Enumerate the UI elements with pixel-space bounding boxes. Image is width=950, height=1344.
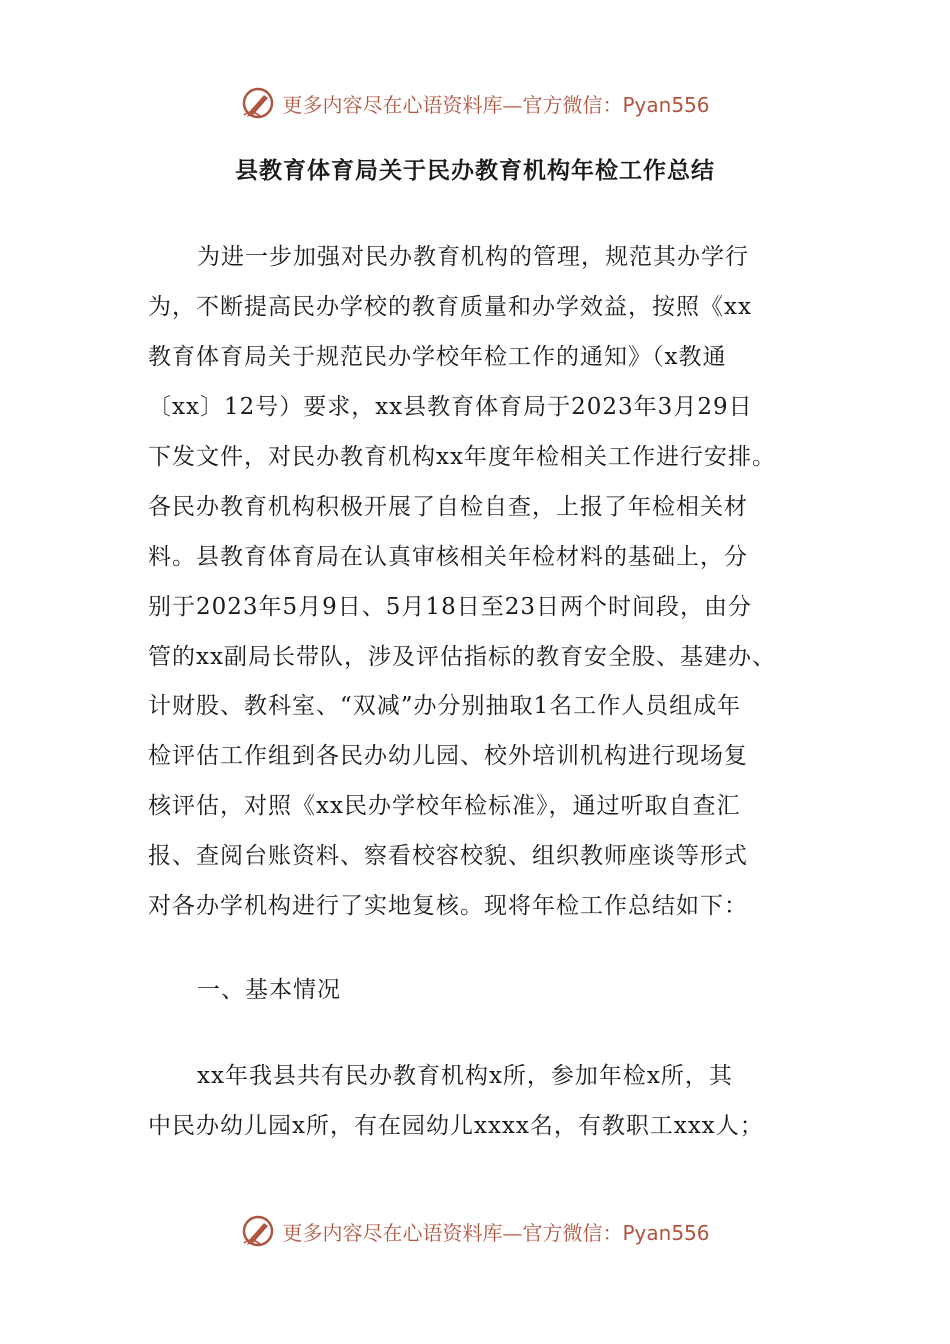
text-line: 料。县教育体育局在认真审核相关年检材料的基础上，分 <box>148 544 748 570</box>
text-line: 核评估，对照《xx民办学校年检标准》，通过听取自查汇 <box>148 793 741 819</box>
text-line: 别于2023年5月9日、5月18日至23日两个时间段，由分 <box>148 594 752 620</box>
text-line: 报、查阅台账资料、察看校容校貌、组织教师座谈等形式 <box>148 843 748 869</box>
section-heading: 一、基本情况 <box>197 977 341 1003</box>
text-line: 检评估工作组到各民办幼儿园、校外培训机构进行现场复 <box>148 743 748 769</box>
text-line: 对各办学机构进行了实地复核。现将年检工作总结如下： <box>148 893 748 919</box>
text-line: 教育体育局关于规范民办学校年检工作的通知》（x教通 <box>148 344 727 370</box>
text-line: 计财股、教科室、“双减”办分别抽取1名工作人员组成年 <box>148 693 742 719</box>
document-title: 县教育体育局关于民办教育机构年检工作总结 <box>235 157 715 184</box>
wechat-id: Pyan556 <box>622 1220 710 1245</box>
wechat-id: Pyan556 <box>622 92 710 117</box>
text-line: 各民办教育机构积极开展了自检自查，上报了年检相关材 <box>148 494 748 520</box>
pen-logo-icon <box>240 85 276 121</box>
text-line: xx年我县共有民办教育机构x所，参加年检x所，其 <box>197 1063 733 1089</box>
footer-banner <box>0 1211 950 1251</box>
header-banner <box>0 83 950 123</box>
banner-text: 更多内容尽在心语资料库—官方微信：Pyan556 <box>282 1220 710 1245</box>
pen-logo-icon <box>240 1213 276 1249</box>
text-line: 为，不断提高民办学校的教育质量和办学效益，按照《xx <box>148 294 752 320</box>
banner-text: 更多内容尽在心语资料库—官方微信：Pyan556 <box>282 92 710 117</box>
text-line: 〔xx〕12号）要求，xx县教育体育局于2023年3月29日 <box>148 394 753 420</box>
text-line: 中民办幼儿园x所，有在园幼儿xxxx名，有教职工xxx人； <box>148 1113 764 1139</box>
text-line: 管的xx副局长带队，涉及评估指标的教育安全股、基建办、 <box>148 644 776 670</box>
text-line: 为进一步加强对民办教育机构的管理，规范其办学行 <box>197 244 749 270</box>
text-line: 下发文件，对民办教育机构xx年度年检相关工作进行安排。 <box>148 444 776 470</box>
